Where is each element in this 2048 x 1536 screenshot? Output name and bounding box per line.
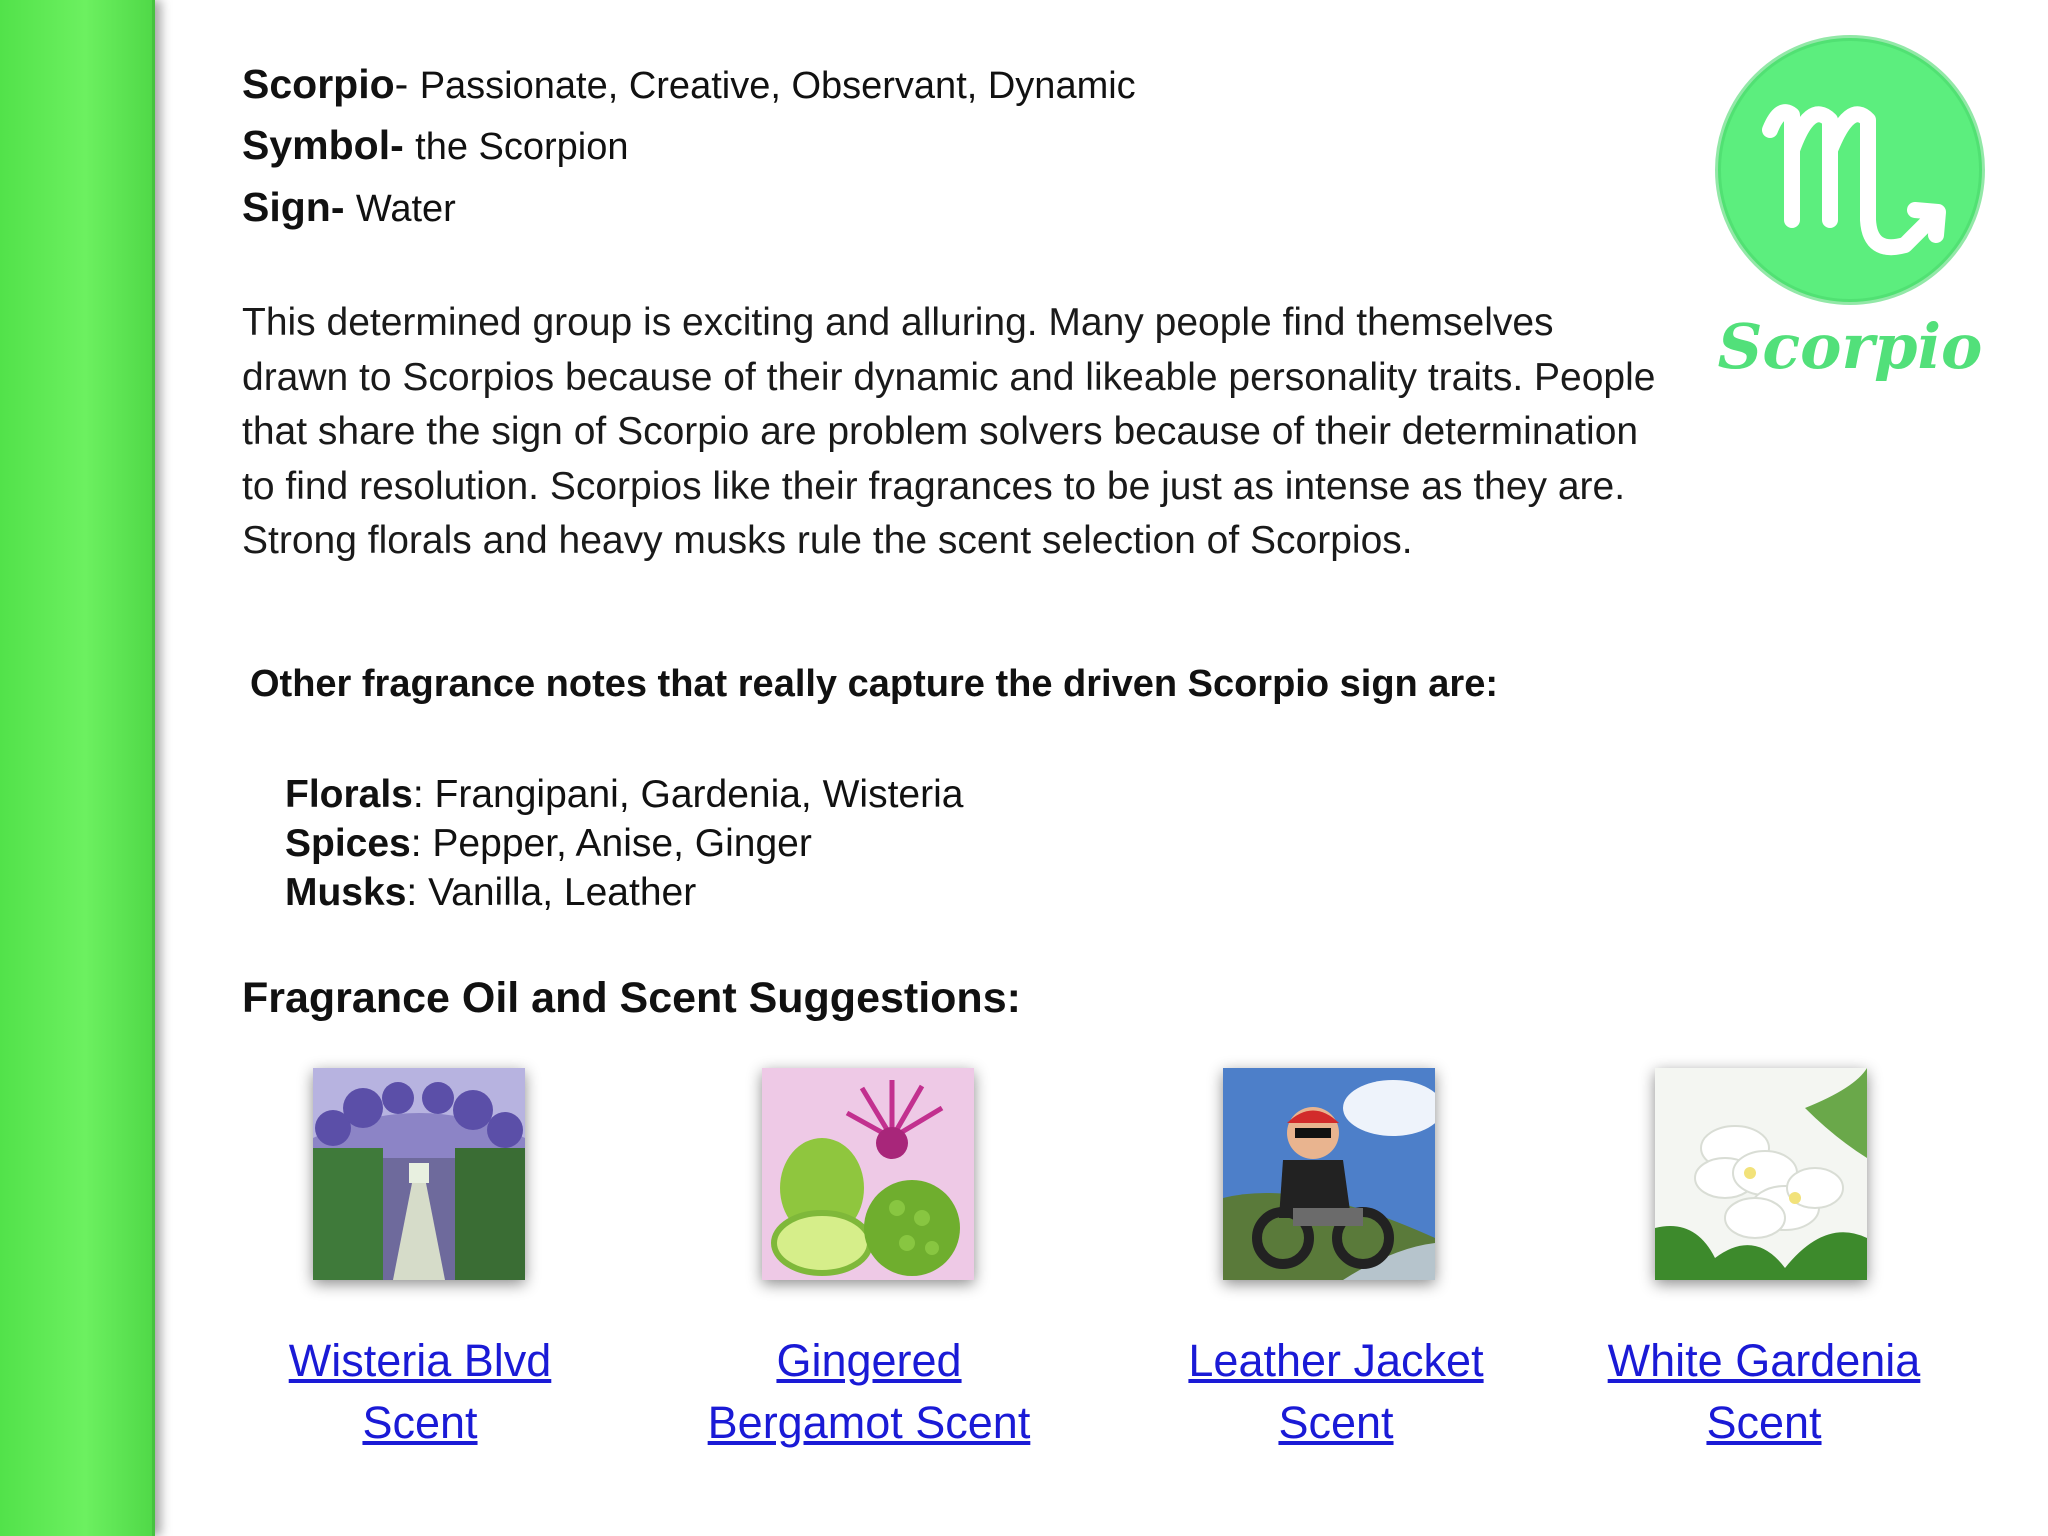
product-link-gingered-bergamot[interactable]: Gingered Bergamot Scent <box>707 1335 1031 1448</box>
element-value: Water <box>355 188 456 230</box>
notes-list <box>285 770 963 917</box>
note-category: Spices <box>285 822 411 865</box>
white-gardenia-photo[interactable] <box>1655 1068 1867 1280</box>
note-row-spices: Spices: Pepper, Anise, Ginger <box>285 822 812 865</box>
note-category: Musks <box>285 871 407 914</box>
motorcycle-rider-photo[interactable] <box>1223 1068 1435 1280</box>
symbol-value: the Scorpion <box>415 126 629 168</box>
note-row-florals: Florals: Frangipani, Gardenia, Wisteria <box>285 773 964 816</box>
wisteria-tunnel-photo[interactable] <box>313 1068 525 1280</box>
product-link-leather-jacket[interactable]: Leather Jacket Scent <box>1188 1335 1484 1448</box>
note-values: Vanilla, Leather <box>428 871 697 914</box>
symbol-line <box>242 122 629 168</box>
notes-heading: Other fragrance notes that really capture the driven Scorpio sign are: <box>250 663 1499 705</box>
scorpio-glyph-icon <box>1700 20 2000 320</box>
note-values: Frangipani, Gardenia, Wisteria <box>434 773 964 816</box>
product-link-white-gardenia[interactable]: White Gardenia Scent <box>1607 1335 1921 1448</box>
product-link-wisteria-blvd[interactable]: Wisteria Blvd Scent <box>288 1335 552 1448</box>
logo-text: Scorpio <box>1717 310 1983 383</box>
note-category: Florals <box>285 773 413 816</box>
note-row-musks: Musks: Vanilla, Leather <box>285 871 697 914</box>
sign-separator: - <box>394 61 409 107</box>
bergamot-fruit-photo[interactable] <box>762 1068 974 1280</box>
sign-traits: Passionate, Creative, Observant, Dynamic <box>419 65 1136 107</box>
note-values: Pepper, Anise, Ginger <box>432 822 812 865</box>
scorpio-logo <box>1700 20 2000 390</box>
side-accent-bar <box>0 0 155 1536</box>
element-label: Sign- <box>242 184 345 230</box>
sign-description: This determined group is exciting and alluring. Many people find themselves drawn to Scorpios because of their dynamic and likeable personality traits. People that share the sign of Scorpio are problem solvers because of their determination to find resolution. Scorpios like their fragrances to be just as intense as they are. Strong florals and heavy musks rule the scent selection of Scorpios. <box>242 301 1656 562</box>
suggestions-heading: Fragrance Oil and Scent Suggestions: <box>242 974 1021 1022</box>
element-line <box>242 184 456 230</box>
sign-name: Scorpio <box>242 61 395 107</box>
sign-name-line <box>242 61 1136 107</box>
symbol-label: Symbol- <box>242 122 404 168</box>
